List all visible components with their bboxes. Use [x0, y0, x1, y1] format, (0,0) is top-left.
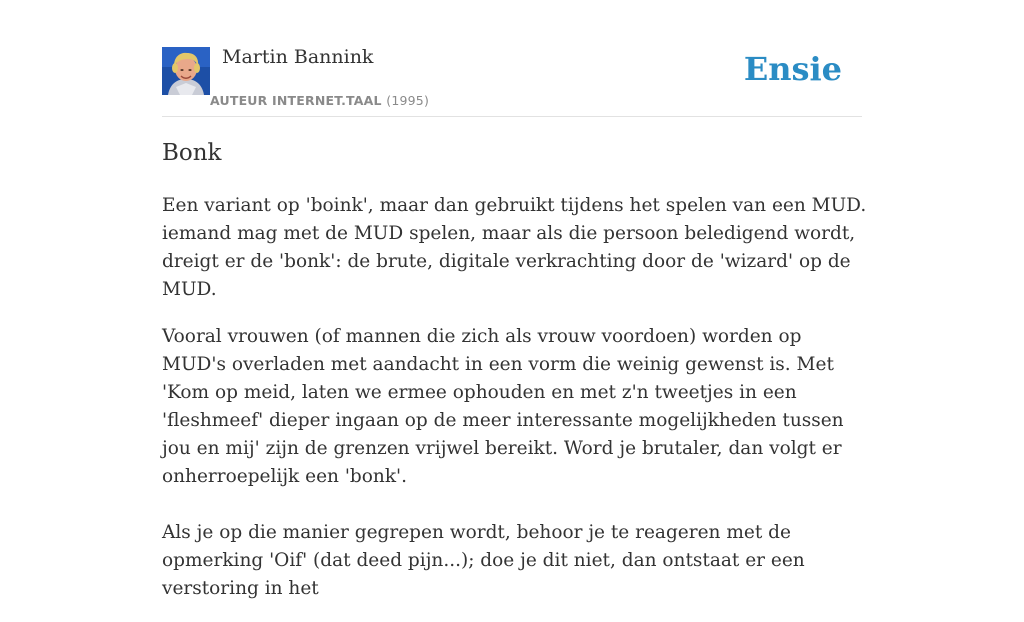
brand-logo[interactable]: Ensie — [743, 50, 842, 88]
page-title: Bonk — [162, 140, 222, 166]
entry-page — [162, 0, 867, 599]
definition-paragraph: Vooral vrouwen (of mannen die zich als vrouw voordoen) worden op MUD's overladen met aandacht in een vorm die weinig gewenst is. Met 'Kom op meid, laten we ermee ophouden en met z'n tweetjes in een 'fleshmeef' dieper ingaan op de meer interessante mogelijkheden tussen jou en mij' zijn de grenzen vrijwel bereikt. Word je brutaler, dan volgt er onherroepelijk een 'bonk'. — [162, 326, 844, 487]
definition-paragraph: Een variant op 'boink', maar dan gebruikt tijdens het spelen van een MUD. iemand mag met de MUD spelen, maar als die persoon beledigend wordt, dreigt er de 'bonk': de brute, digitale verkrachting door de 'wizard' op de MUD. — [162, 195, 867, 300]
definition-paragraph: Als je op die manier gegrepen wordt, behoor je te reageren met de opmerking 'Oif' (dat deed pijn...); doe je dit niet, dan ontstaat er een verstoring in het — [162, 522, 805, 599]
entry-header — [162, 0, 862, 117]
author-portrait-icon — [162, 47, 210, 95]
avatar[interactable] — [162, 47, 210, 95]
author-role — [210, 93, 429, 108]
definition-body — [162, 192, 868, 622]
author-year: (1995) — [386, 93, 430, 108]
author-role-label: AUTEUR INTERNET.TAAL — [210, 93, 382, 108]
author-name[interactable]: Martin Bannink — [222, 46, 374, 68]
